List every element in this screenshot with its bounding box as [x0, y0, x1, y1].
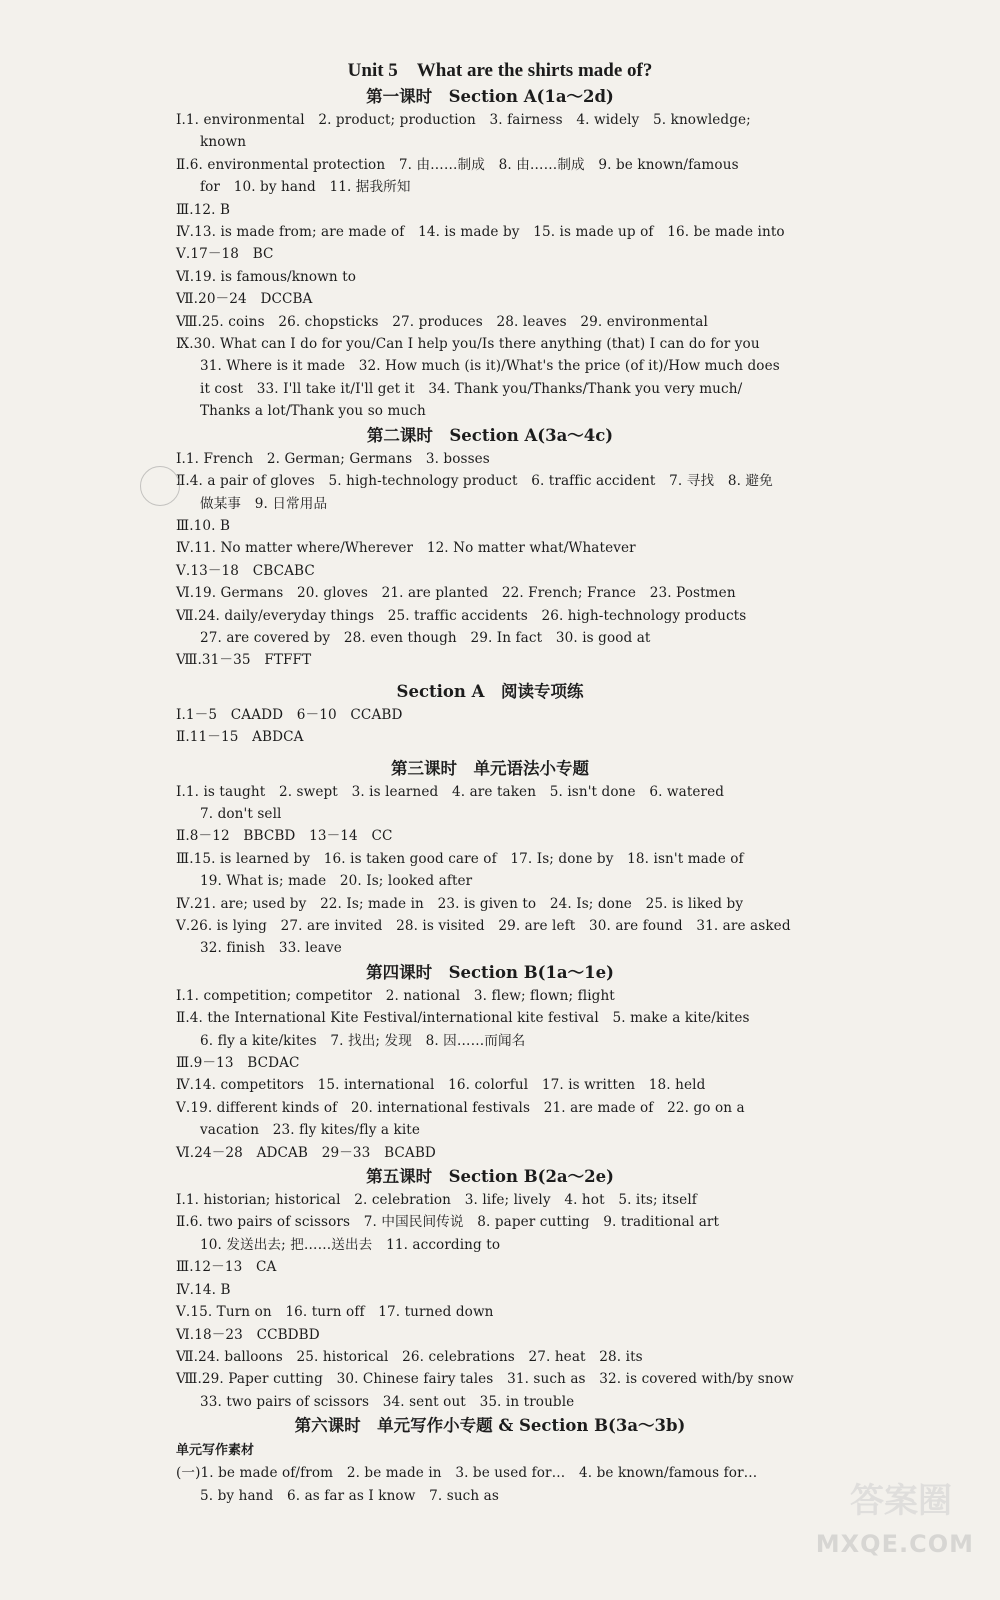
- answer-line: Ⅳ.21. are; used by 22. Is; made in 23. is given to 24. Is; done 25. is liked by: [176, 895, 744, 912]
- unit-title: Unit 5 What are the shirts made of?: [347, 60, 653, 81]
- answer-line: Ⅱ.6. environmental protection 7. 由……制成 8. 由……制成 9. be known/famous: [176, 156, 739, 173]
- section-subheading: 单元写作素材: [176, 1443, 255, 1459]
- answer-line: (一)1. be made of/from 2. be made in 3. be used for… 4. be known/famous for…: [176, 1465, 758, 1482]
- answer-line: Ⅱ.8－12 BBCBD 13－14 CC: [176, 828, 393, 845]
- answer-line: 31. Where is it made 32. How much (is it)/What's the price (of it)/How much does: [200, 358, 780, 375]
- watermark-chinese-text: 答案圈: [850, 1481, 952, 1521]
- answer-line: Ⅴ.26. is lying 27. are invited 28. is visited 29. are left 30. are found 31. are asked: [176, 918, 791, 934]
- watermark-logo: [815, 1481, 992, 1580]
- answer-line: Ⅷ.29. Paper cutting 30. Chinese fairy tales 31. such as 32. is covered with/by snow: [176, 1371, 794, 1388]
- answer-line: Ⅰ.1. French 2. German; Germans 3. bosses: [176, 450, 490, 467]
- answer-line: Ⅱ.4. the International Kite Festival/international kite festival 5. make a kite/kites: [176, 1010, 750, 1027]
- answer-line: 27. are covered by 28. even though 29. In fact 30. is good at: [200, 629, 651, 646]
- answer-line: Ⅷ.31－35 FTFFT: [176, 652, 312, 669]
- answer-line: Ⅵ.19. is famous/known to: [176, 268, 357, 285]
- answer-line: Ⅱ.6. two pairs of scissors 7. 中国民间传说 8. paper cutting 9. traditional art: [176, 1214, 720, 1231]
- answer-line: Ⅳ.14. competitors 15. international 16. colorful 17. is written 18. held: [176, 1077, 706, 1094]
- lesson-heading: 第二课时 Section A(3a～4c): [366, 425, 614, 445]
- answer-line: 33. two pairs of scissors 34. sent out 35. in trouble: [200, 1393, 575, 1410]
- answer-line: Ⅵ.19. Germans 20. gloves 21. are planted 22. French; France 23. Postmen: [176, 585, 736, 602]
- answer-line: Ⅰ.1. competition; competitor 2. national 3. flew; flown; flight: [176, 987, 615, 1004]
- watermark-url-text: MXQE.COM: [815, 1530, 974, 1558]
- lesson-heading: 第五课时 Section B(2a～2e): [366, 1167, 614, 1187]
- answer-content: [0, 85, 1000, 1507]
- answer-line: 6. fly a kite/kites 7. 找出; 发现 8. 因……而闻名: [200, 1032, 526, 1049]
- answer-line: Ⅴ.15. Turn on 16. turn off 17. turned down: [176, 1304, 494, 1321]
- answer-line: Ⅸ.30. What can I do for you/Can I help you/Is there anything (that) I can do for you: [176, 336, 760, 353]
- answer-line: known: [200, 134, 247, 151]
- answer-line: Ⅰ.1. is taught 2. swept 3. is learned 4. are taken 5. isn't done 6. watered: [176, 783, 725, 800]
- answer-line: vacation 23. fly kites/fly a kite: [200, 1122, 421, 1139]
- answer-line: Ⅱ.11－15 ABDCA: [176, 729, 304, 746]
- lesson-heading: 第一课时 Section A(1a～2d): [366, 87, 614, 106]
- answer-line: for 10. by hand 11. 据我所知: [200, 179, 411, 196]
- answer-line: Ⅰ.1－5 CAADD 6－10 CCABD: [176, 706, 403, 723]
- answer-line: 19. What is; made 20. Is; looked after: [200, 873, 473, 890]
- answer-line: Ⅰ.1. historian; historical 2. celebration 3. life; lively 4. hot 5. its; itself: [176, 1192, 697, 1209]
- lesson-heading: 第四课时 Section B(1a～1e): [366, 962, 614, 982]
- answer-line: Ⅲ.12. B: [176, 201, 231, 218]
- answer-line: it cost 33. I'll take it/I'll get it 34. Thank you/Thanks/Thank you very much/: [200, 380, 743, 397]
- lesson-heading: 第三课时 单元语法小专题: [391, 758, 589, 778]
- answer-line: Ⅶ.20－24 DCCBA: [176, 291, 313, 308]
- answer-line: 10. 发送出去; 把……送出去 11. according to: [200, 1236, 501, 1253]
- answer-line: Ⅶ.24. daily/everyday things 25. traffic accidents 26. high-technology products: [176, 607, 747, 624]
- answer-line: Ⅷ.25. coins 26. chopsticks 27. produces 28. leaves 29. environmental: [176, 313, 708, 330]
- answer-line: Ⅵ.18－23 CCBDBD: [176, 1326, 320, 1343]
- answer-line: Ⅵ.24－28 ADCAB 29－33 BCABD: [176, 1144, 436, 1161]
- answer-line: Ⅴ.19. different kinds of 20. international festivals 21. are made of 22. go on a: [176, 1099, 745, 1116]
- answer-line: Ⅳ.11. No matter where/Wherever 12. No matter what/Whatever: [176, 540, 636, 557]
- answer-line: 做某事 9. 日常用品: [200, 495, 328, 512]
- answer-line: 5. by hand 6. as far as I know 7. such as: [200, 1487, 499, 1504]
- answer-line: Ⅱ.4. a pair of gloves 5. high-technology product 6. traffic accident 7. 寻找 8. 避免: [176, 473, 773, 490]
- answer-line: Ⅶ.24. balloons 25. historical 26. celebrations 27. heat 28. its: [176, 1348, 643, 1365]
- answer-line: Ⅳ.13. is made from; are made of 14. is made by 15. is made up of 16. be made into: [176, 224, 785, 241]
- answer-line: Ⅲ.9－13 BCDAC: [176, 1055, 300, 1072]
- stamp-seal-icon: [140, 466, 180, 506]
- answer-line: Ⅲ.10. B: [176, 517, 231, 534]
- answer-line: Ⅲ.12－13 CA: [176, 1259, 277, 1276]
- answer-line: Ⅴ.13－18 CBCABC: [176, 562, 315, 579]
- answer-line: Ⅴ.17－18 BC: [176, 246, 274, 263]
- answer-line: Ⅰ.1. environmental 2. product; production 3. fairness 4. widely 5. knowledge;: [176, 112, 751, 128]
- answer-line: 32. finish 33. leave: [200, 940, 342, 957]
- answer-line: Thanks a lot/Thank you so much: [200, 403, 426, 420]
- lesson-heading: Section A 阅读专项练: [396, 681, 584, 701]
- answer-line: Ⅲ.15. is learned by 16. is taken good care of 17. Is; done by 18. isn't made of: [176, 850, 744, 867]
- answer-line: Ⅳ.14. B: [176, 1281, 231, 1298]
- lesson-heading: 第六课时 单元写作小专题 & Section B(3a～3b): [294, 1416, 686, 1436]
- answer-line: 7. don't sell: [200, 805, 282, 822]
